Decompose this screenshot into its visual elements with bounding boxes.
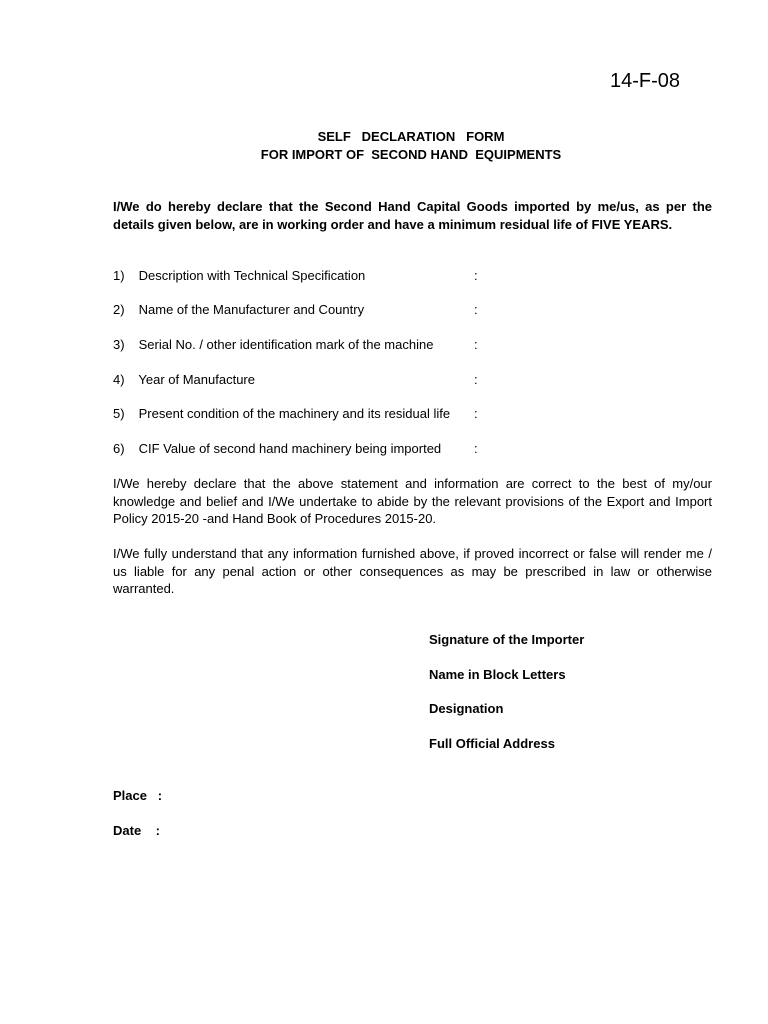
item-description — [113, 268, 493, 283]
item-number: 1) — [113, 268, 125, 283]
item-colon: : — [474, 268, 478, 283]
name-block-letters-label: Name in Block Letters — [429, 667, 566, 682]
item-colon: : — [474, 302, 478, 317]
item-label: Present condition of the machinery and its residual life — [138, 406, 451, 421]
item-year — [113, 372, 493, 387]
form-title-line-1: SELF DECLARATION FORM — [317, 129, 505, 144]
item-number: 4) — [113, 372, 125, 387]
form-code: 14-F-08 — [609, 70, 680, 92]
official-address-label: Full Official Address — [429, 736, 555, 751]
form-title-line-2: FOR IMPORT OF SECOND HAND EQUIPMENTS — [260, 147, 562, 162]
place-label: Place : — [113, 788, 163, 803]
item-colon: : — [474, 372, 478, 387]
item-number: 3) — [113, 337, 125, 352]
declaration-paragraph: I/We hereby declare that the above statement and information are correct to the best of my/our knowledge and belief and I/We undertake to abide by the relevant provisions of the Export and Import Policy 2015-20 -and Hand Book of Procedures 2015-20. — [113, 476, 712, 526]
signature-label: Signature of the Importer — [429, 632, 585, 647]
item-label: Year of Manufacture — [138, 372, 255, 387]
item-number: 2) — [113, 302, 125, 317]
item-colon: : — [474, 406, 478, 421]
item-label: Name of the Manufacturer and Country — [138, 302, 365, 317]
item-cif-value — [113, 441, 493, 456]
item-colon: : — [474, 441, 478, 456]
item-label: Serial No. / other identification mark of the machine — [138, 337, 434, 352]
intro-statement: I/We do hereby declare that the Second Hand Capital Goods imported by me/us, as per the details given below, are in working order and have a minimum residual life of FIVE YEARS. — [113, 199, 712, 232]
date-label: Date : — [113, 823, 160, 838]
item-label: CIF Value of second hand machinery being imported — [138, 441, 442, 456]
item-label: Description with Technical Specification — [138, 268, 366, 283]
item-colon: : — [474, 337, 478, 352]
designation-label: Designation — [429, 701, 504, 716]
item-serial — [113, 337, 493, 352]
item-condition — [113, 406, 493, 421]
item-number: 6) — [113, 441, 125, 456]
understanding-paragraph: I/We fully understand that any information furnished above, if proved incorrect or false will render me / us liable for any penal action or other consequences as may be prescribed in law or otherwise warranted. — [113, 546, 712, 596]
item-number: 5) — [113, 406, 125, 421]
item-manufacturer — [113, 302, 493, 317]
